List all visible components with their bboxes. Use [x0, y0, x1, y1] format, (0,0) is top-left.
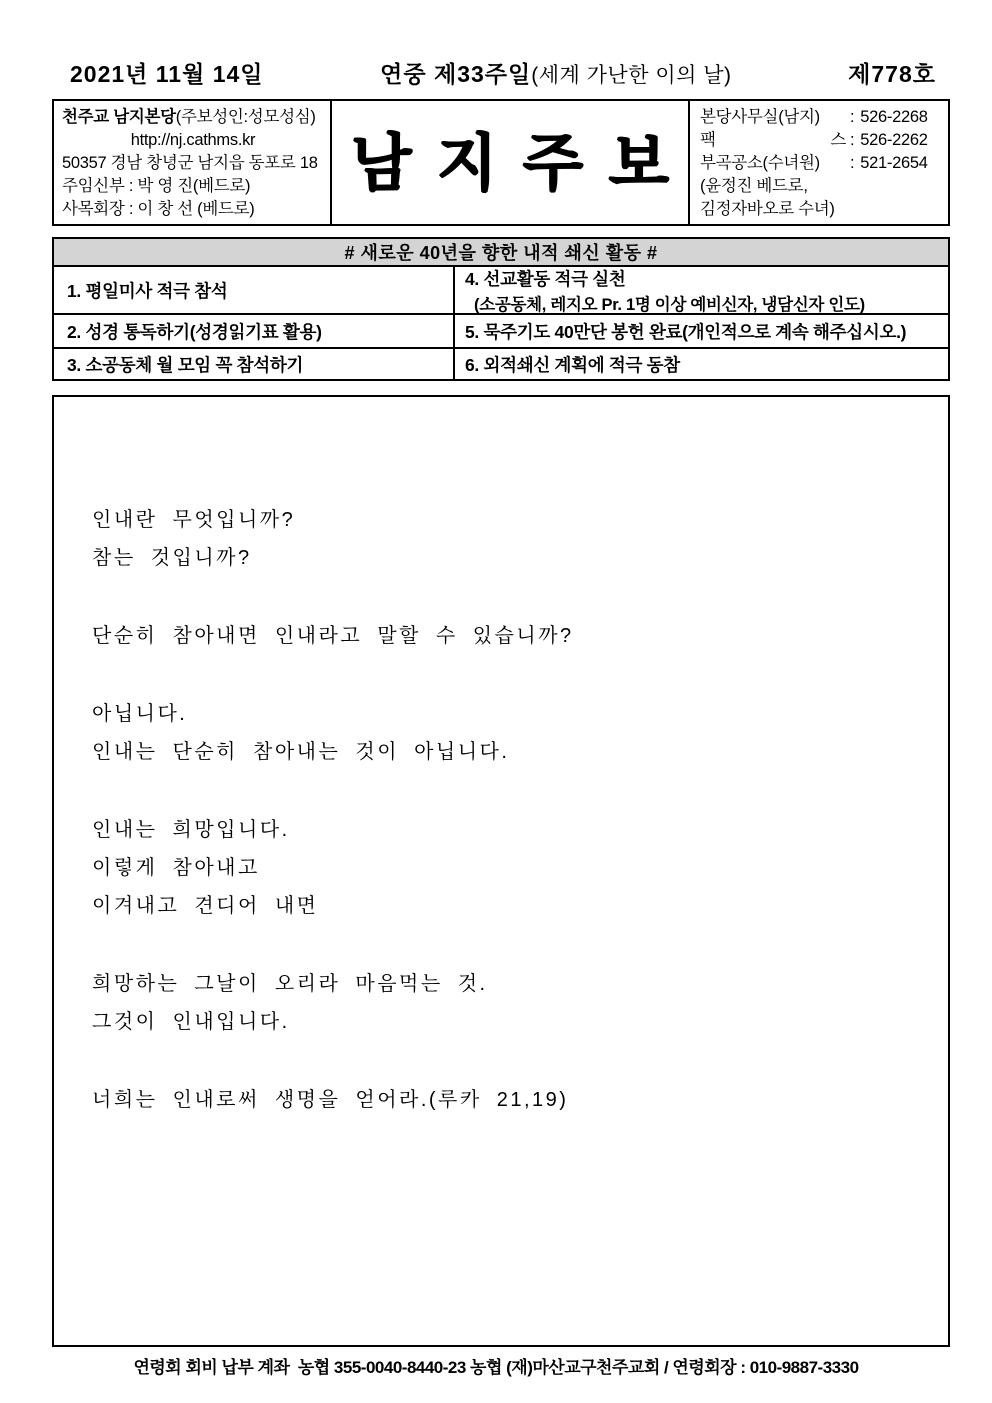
table-row: [54, 267, 948, 313]
table-row: [54, 313, 948, 347]
poem-line: 너희는 인내로써 생명을 얻어라.(루카 21,19): [92, 1089, 569, 1111]
poem-stanza: [92, 1081, 928, 1119]
phone-separator: :: [850, 131, 855, 149]
poem-stanza: [92, 501, 928, 577]
masthead-box: [52, 99, 950, 226]
phone-separator: :: [850, 108, 855, 126]
parish-pastor: 주임신부 : 박 영 진(베드로): [62, 177, 251, 195]
poem-stanza: [92, 811, 928, 925]
sunday-title-main: 연중 제33주일: [380, 61, 532, 87]
phone-number: 521-2654: [860, 154, 928, 172]
phone-separator: :: [850, 154, 855, 172]
item-4-line1: 4. 선교활동 적극 실천: [465, 268, 626, 289]
phone-number: 526-2268: [860, 108, 928, 126]
footer-account-info: 연령회 회비 납부 계좌 농협 355-0040-8440-23 농협 (재)마산교구천주교회 / 연령회장 : 010-9887-3330: [133, 1358, 859, 1377]
renewal-table-header: # 새로운 40년을 향한 내적 쇄신 활동 #: [54, 239, 948, 267]
table-cell-item-2: 2. 성경 통독하기(성경읽기표 활용): [54, 315, 455, 347]
phone-label: 팩 스: [700, 131, 846, 149]
contact-info: [688, 101, 948, 224]
phone-row: [700, 152, 944, 175]
table-cell-item-3: 3. 소공동체 월 모임 꼭 참석하기: [54, 349, 455, 379]
masthead-title-cell: [332, 101, 695, 224]
poem-line: 이렇게 참아내고: [92, 857, 260, 879]
parish-info: [54, 101, 332, 224]
poem-line: 참는 것입니까?: [92, 547, 252, 569]
parish-name-line: [62, 106, 324, 129]
sunday-title-sub: (세계 가난한 이의 날): [531, 64, 732, 87]
parish-website: http://nj.cathms.kr: [130, 131, 256, 149]
parish-chairman: 사목회장 : 이 창 선 (베드로): [62, 200, 255, 218]
poem-line: 아닙니다.: [92, 703, 188, 725]
poem-line: 희망하는 그날이 오리라 마음먹는 것.: [92, 973, 488, 995]
poem-line: 이겨내고 견디어 내면: [92, 895, 319, 917]
table-row: [54, 347, 948, 379]
table-cell-item-6: [455, 349, 948, 379]
parish-name: 천주교 남지본당: [62, 108, 176, 126]
table-cell-item-4: [455, 267, 948, 313]
poem-line: 그것이 인내입니다.: [92, 1011, 290, 1033]
item-6-line1: 6. 외적쇄신 계획에 적극 동참: [465, 354, 680, 375]
dateline: [52, 56, 950, 90]
item-4-line2: (소공동체, 레지오 Pr. 1명 이상 예비신자, 냉담신자 인도): [474, 295, 865, 314]
poem-line: 인내는 단순히 참아내는 것이 아닙니다.: [92, 741, 510, 763]
sunday-title: [380, 56, 731, 89]
issue-date: 2021년 11월 14일: [70, 61, 264, 87]
sisters-note-line2: 김정자바오로 수녀): [700, 200, 835, 218]
poem-stanza: [92, 617, 928, 655]
poem-stanza: [92, 695, 928, 771]
body-box: [52, 395, 950, 1347]
table-cell-item-5: [455, 315, 948, 347]
bulletin-title: 남지주보: [351, 125, 695, 199]
poem-stanza: [92, 965, 928, 1041]
renewal-table: [52, 237, 950, 381]
poem-line: 인내는 희망입니다.: [92, 819, 290, 841]
phone-label: 부곡공소(수녀원): [700, 154, 820, 172]
poem-line: 인내란 무엇입니까?: [92, 509, 296, 531]
phone-row: [700, 129, 944, 152]
poem-line: 단순히 참아내면 인내라고 말할 수 있습니까?: [92, 625, 574, 647]
table-cell-item-1: 1. 평일미사 적극 참석: [54, 267, 455, 313]
poem: [92, 501, 928, 1119]
phone-row: [700, 106, 944, 129]
parish-address: 50357 경남 창녕군 남지읍 동포로 18: [62, 154, 318, 172]
phone-number: 526-2262: [860, 131, 928, 149]
item-5-line1: 5. 묵주기도 40만단 봉헌 완료(개인적으로 계속 해주십시오.): [465, 321, 907, 342]
issue-number: 제778호: [848, 61, 936, 87]
parish-patron: (주보성인:성모성심): [175, 108, 316, 126]
sisters-note-line1: (윤정진 베드로,: [700, 177, 808, 195]
phone-label: 본당사무실(남지): [700, 108, 820, 126]
